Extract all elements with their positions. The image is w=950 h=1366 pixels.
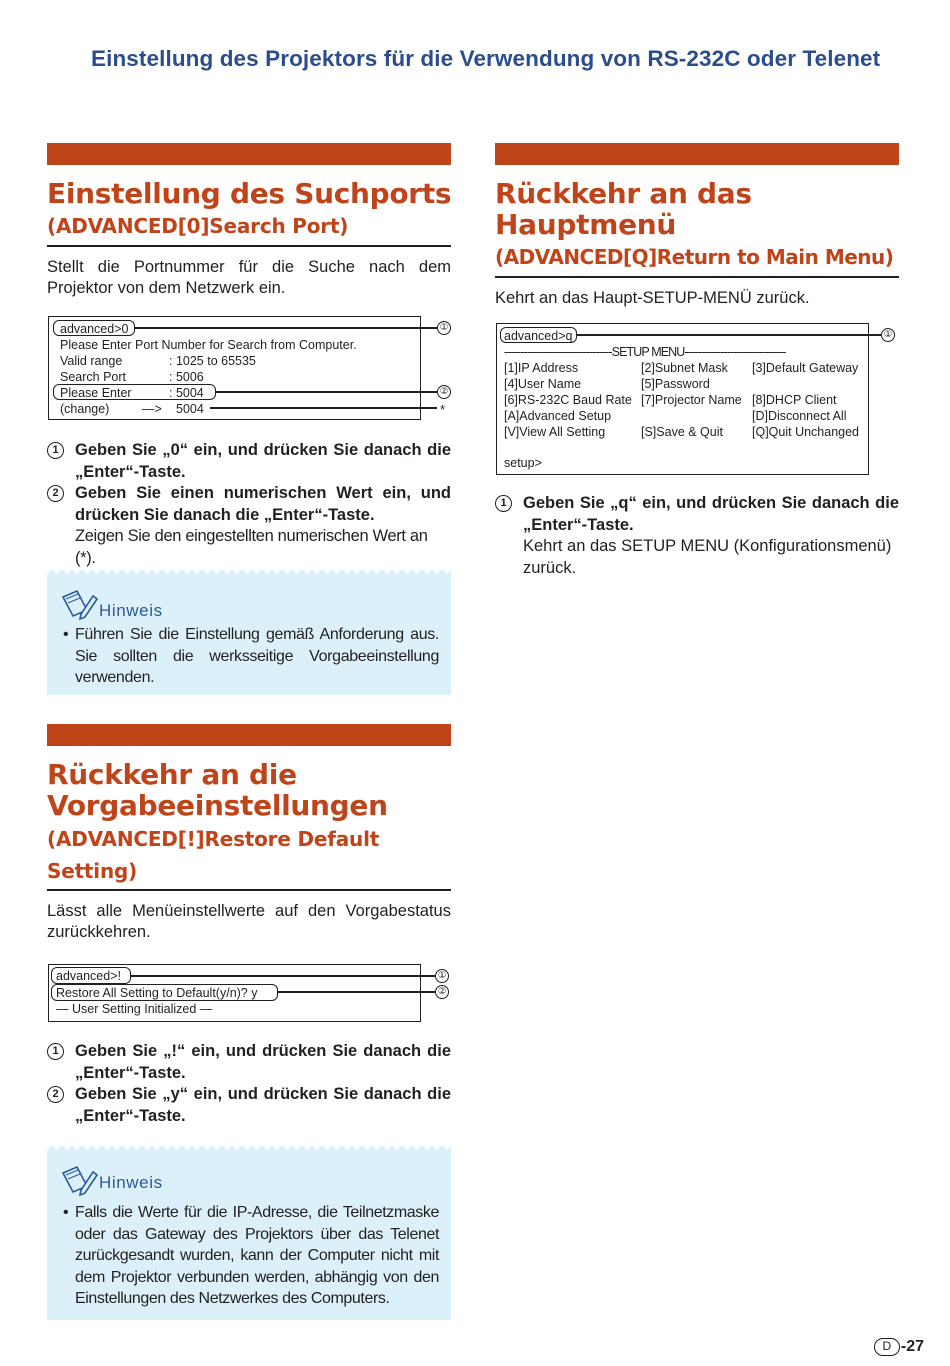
section-bar [495,143,899,165]
menu-item: [8]DHCP Client [752,393,837,407]
terminal-line: — User Setting Initialized — [56,1002,213,1016]
hint-bullet: • [63,626,69,643]
callout-number: ② [435,985,449,999]
callout-line [278,991,435,993]
terminal-line: advanced>! [56,969,121,983]
intro-text: Kehrt an das Haupt-SETUP-MENÜ zurück. [495,289,810,307]
terminal-line: ---------------------------------SETUP MENU------------------------------- [504,345,786,359]
highlight-input [53,384,216,400]
callout-line [210,407,437,409]
step-note: Zeigen Sie den eingestellten numerischen Wert an (*). [75,527,428,567]
terminal-main-menu [496,323,869,475]
terminal-line: Please Enter [60,386,132,400]
terminal-line: Search Port [60,370,127,384]
terminal-line: : 5006 [169,370,204,384]
step-number: 2 [47,1086,64,1103]
step-item [495,493,899,581]
terminal-line: —> [142,402,162,416]
step-text: Geben Sie „0“ ein, und drücken Sie danach die „Enter“-Taste. [75,441,451,481]
step-item [47,440,451,484]
section-bar [47,724,451,746]
step-text: Geben Sie einen numerischen Wert ein, und drücken Sie danach die „Enter“-Taste. [75,484,451,524]
terminal-line: setup> [504,456,542,470]
step-text: Geben Sie „q“ ein, und drücken Sie danach die „Enter“-Taste. [523,494,899,534]
terminal-line: 5004 [176,402,204,416]
menu-item: [A]Advanced Setup [504,409,612,423]
page-header: Einstellung des Projektors für die Verwendung von RS-232C oder Telenet [91,46,881,71]
menu-item: [2]Subnet Mask [641,361,728,375]
callout-line [577,334,881,336]
section-title-main-menu: Rückkehr an das [495,177,752,210]
hint-box [47,1150,451,1320]
step-number: 1 [47,1043,64,1060]
section-subtitle-main-menu: (ADVANCED[Q]Return to Main Menu) [495,245,894,269]
hint-edge [47,568,451,574]
section-subtitle-restore: (ADVANCED[!]Restore Default [47,827,380,851]
step-text: Geben Sie „y“ ein, und drücken Sie danach die „Enter“-Taste. [75,1085,451,1125]
step-note: Kehrt an das SETUP MENU (Konfigurationsmenü) zurück. [523,537,892,577]
hint-label: Hinweis [99,601,163,620]
hint-bullet: • [63,1204,69,1221]
highlight-input [51,984,278,1001]
terminal-line: Valid range [60,354,123,368]
terminal-line: (change) [60,402,110,416]
intro-text: Stellt die Portnummer für die Suche nach dem Projektor von dem Netzwerk ein. [47,258,451,297]
menu-item: [6]RS-232C Baud Rate [504,393,632,407]
step-number: 1 [47,442,64,459]
step-number: 2 [47,485,64,502]
menu-item: [4]User Name [504,377,582,391]
callout-number: ① [437,321,451,335]
hint-label: Hinweis [99,1173,163,1192]
section-subtitle-restore-2: Setting) [47,859,138,883]
menu-item: [V]View All Setting [504,425,606,439]
highlight-input [500,327,577,343]
step-item [47,1084,451,1128]
step-item [47,483,451,567]
callout-line [135,327,437,329]
terminal-line: advanced>q [504,329,573,343]
section-title-main-menu-2: Hauptmenü [495,208,677,241]
terminal-line: : 5004 [169,386,204,400]
menu-item: [5]Password [641,377,710,391]
section-rule [495,276,899,278]
section-rule [47,889,451,891]
page-number-value: -27 [900,1338,924,1355]
hint-edge [47,1144,451,1150]
highlight-input [51,967,131,984]
terminal-line: advanced>0 [60,322,129,336]
pencil-note-icon [60,1164,98,1198]
callout-asterisk: * [440,402,446,417]
menu-item: [7]Projector Name [641,393,742,407]
hint-text-block [63,624,439,689]
callout-number: ① [435,969,449,983]
menu-item: [S]Save & Quit [641,425,723,439]
step-number: 1 [495,495,512,512]
section-bar [47,143,451,165]
section-title-restore: Rückkehr an die [47,758,297,791]
menu-item: [3]Default Gateway [752,361,859,375]
callout-line [131,975,435,977]
terminal-line: Please Enter Port Number for Search from Computer. [60,338,357,352]
highlight-input [53,320,135,336]
callout-line [216,391,437,393]
terminal-line: Restore All Setting to Default(y/n)? y [56,986,258,1000]
step-item [47,1041,451,1085]
hint-box [47,574,451,695]
section-title-restore-2: Vorgabeeinstellungen [47,789,388,822]
hint-text: Führen Sie die Einstellung gemäß Anforderung aus. Sie sollten die werksseitige Vorgabeeinstellung verwenden. [75,626,439,686]
hint-text-block [63,1202,439,1310]
intro-text: Lässt alle Menüeinstellwerte auf den Vorgabestatus zurückkehren. [47,902,451,941]
page-letter-badge: D [874,1338,900,1356]
menu-item: [1]IP Address [504,361,579,375]
pencil-note-icon [60,588,98,622]
menu-item: [D]Disconnect All [752,409,847,423]
section-subtitle-search-port: (ADVANCED[0]Search Port) [47,214,349,238]
menu-item: [Q]Quit Unchanged [752,425,860,439]
section-rule [47,245,451,247]
section-title-search-port: Einstellung des Suchports [47,177,452,210]
step-text: Geben Sie „!“ ein, und drücken Sie danach die „Enter“-Taste. [75,1042,451,1082]
callout-number: ② [437,385,451,399]
terminal-line: : 1025 to 65535 [169,354,256,368]
hint-text: Falls die Werte für die IP-Adresse, die Teilnetzmaske oder das Gateway des Projektors über das Telenet zurückgesandt wurden, kann der Computer nicht mit dem Projektor verbunden werden, abhängig von den Einstellungen des Netzwerkes des Computers. [75,1204,439,1307]
callout-number: ① [881,328,895,342]
page-number [874,1338,924,1356]
